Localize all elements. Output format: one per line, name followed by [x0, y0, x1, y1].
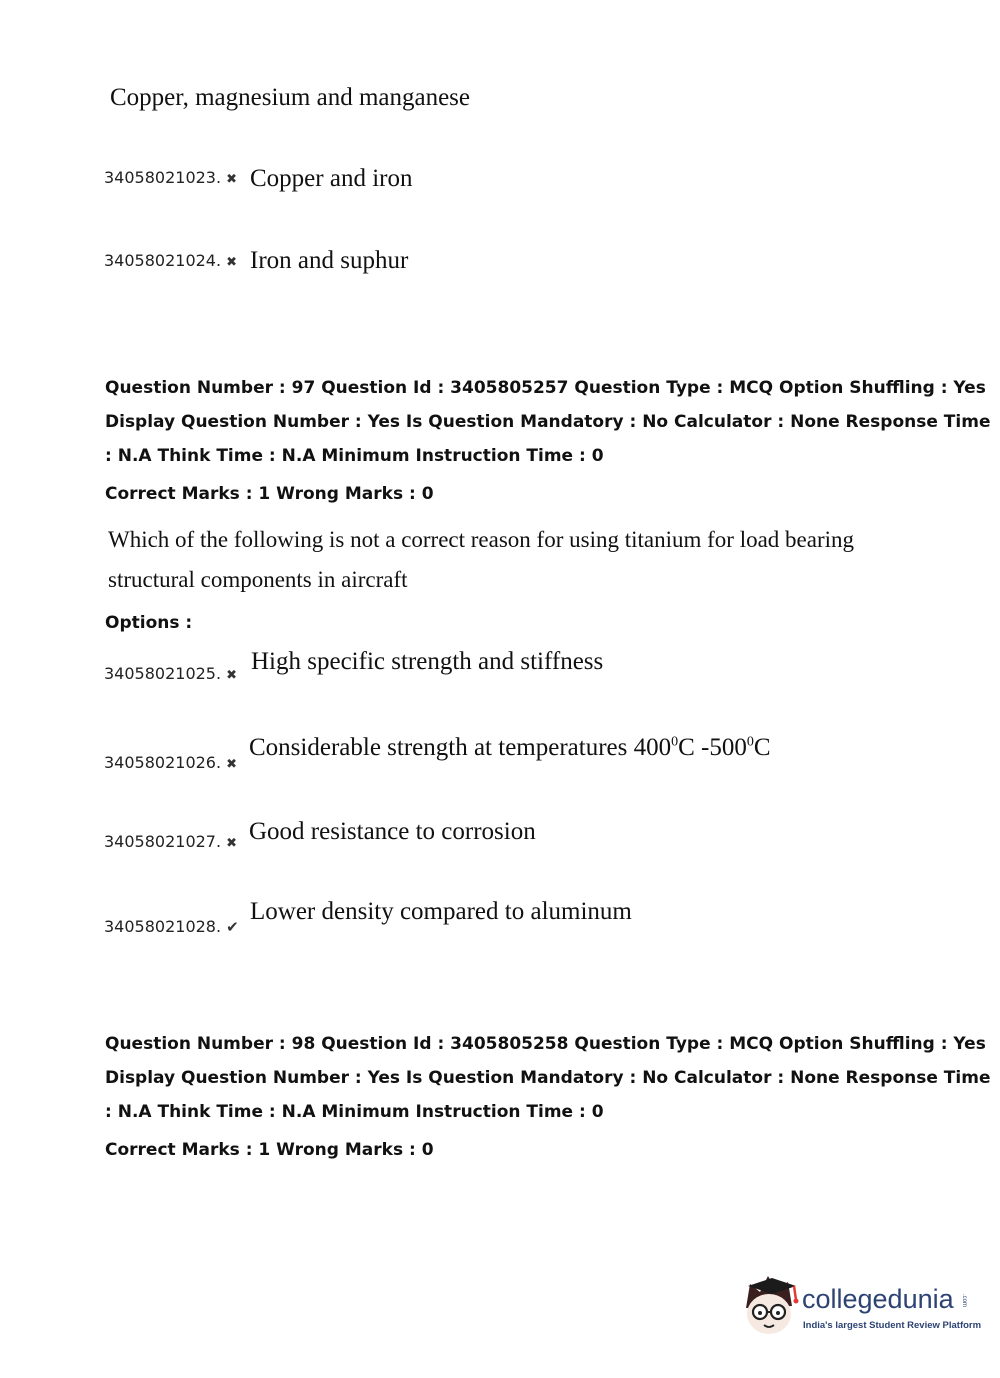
option-id: 34058021023. — [104, 168, 222, 187]
cross-icon: ✖ — [226, 255, 237, 270]
options-label: Options : — [105, 613, 193, 633]
option-text-main: Considerable strength at temperatures 400 — [249, 734, 672, 761]
cross-icon: ✖ — [226, 836, 237, 851]
option-text-end: C — [753, 734, 771, 761]
option-row — [104, 917, 239, 936]
mascot-icon — [738, 1270, 800, 1340]
option-id: 34058021026. — [104, 753, 222, 772]
superscript: 0 — [671, 734, 679, 750]
option-text: Iron and suphur — [250, 247, 409, 274]
superscript: 0 — [746, 734, 754, 750]
option-row — [104, 753, 237, 772]
cross-icon: ✖ — [226, 668, 237, 683]
question-meta: Display Question Number : Yes Is Question Mandatory : No Calculator : None Response Time — [105, 412, 991, 432]
option-row — [104, 251, 237, 270]
option-row — [104, 168, 237, 187]
collegedunia-logo — [738, 1270, 982, 1350]
question-meta: Question Number : 98 Question Id : 3405805258 Question Type : MCQ Option Shuffling : Yes — [105, 1034, 986, 1054]
question-text: Which of the following is not a correct reason for using titanium for load bearing — [108, 527, 855, 552]
question-text: structural components in aircraft — [108, 567, 408, 592]
option-id: 34058021028. — [104, 917, 222, 936]
option-text — [249, 734, 771, 762]
question-meta: : N.A Think Time : N.A Minimum Instruction Time : 0 — [105, 1102, 604, 1122]
cross-icon: ✖ — [226, 172, 237, 187]
option-text: High specific strength and stiffness — [251, 648, 604, 675]
check-icon: ✔ — [226, 918, 239, 936]
option-id: 34058021025. — [104, 664, 222, 683]
cross-icon: ✖ — [226, 757, 237, 772]
question-meta: : N.A Think Time : N.A Minimum Instruction Time : 0 — [105, 446, 604, 466]
marks-info: Correct Marks : 1 Wrong Marks : 0 — [105, 484, 434, 504]
option-text-mid: C -500 — [678, 734, 747, 761]
logo-wordmark: collegedunia — [802, 1284, 954, 1314]
option-row — [104, 832, 237, 851]
question-meta: Display Question Number : Yes Is Question Mandatory : No Calculator : None Response Time — [105, 1068, 991, 1088]
question-meta: Question Number : 97 Question Id : 3405805257 Question Type : MCQ Option Shuffling : Yes — [105, 378, 986, 398]
option-text-prev: Copper, magnesium and manganese — [110, 84, 471, 111]
logo-domain: .com — [961, 1294, 967, 1308]
option-text: Lower density compared to aluminum — [250, 898, 632, 925]
option-row — [104, 664, 237, 683]
marks-info: Correct Marks : 1 Wrong Marks : 0 — [105, 1140, 434, 1160]
option-id: 34058021027. — [104, 832, 222, 851]
option-id: 34058021024. — [104, 251, 222, 270]
option-text: Copper and iron — [250, 165, 413, 192]
option-text: Good resistance to corrosion — [249, 818, 536, 845]
logo-tagline: India's largest Student Review Platform — [803, 1320, 982, 1331]
